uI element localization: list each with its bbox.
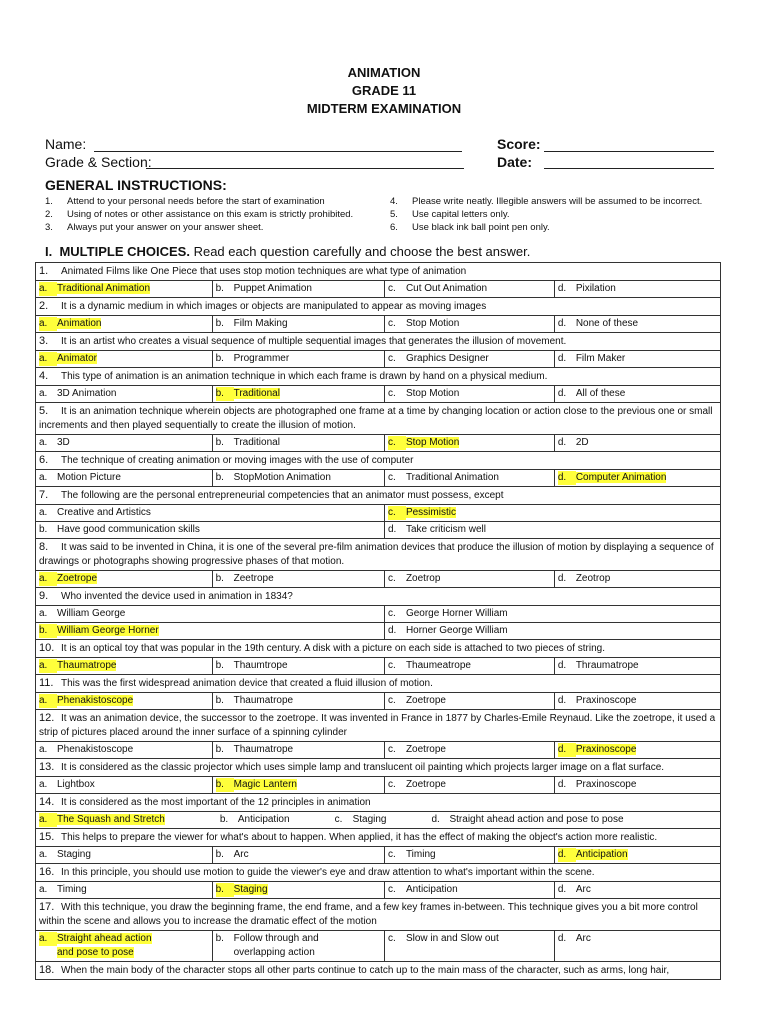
question-row [36, 588, 721, 606]
question-text: 15. This helps to prepare the viewer for what's about to happen. When applied, it has the effect of making the object's action more realistic. [36, 829, 721, 847]
answer-option[interactable]: a. Timing [36, 882, 213, 899]
answer-option[interactable]: a. William George [36, 606, 385, 623]
answer-option[interactable]: a. Animation [36, 316, 213, 333]
grade-section-label: Grade & Section: [45, 154, 152, 170]
question-row [36, 640, 721, 658]
answer-option[interactable]: c. Graphics Designer [384, 351, 554, 368]
answer-option[interactable]: d. Thraumatrope [554, 658, 720, 675]
answer-option[interactable]: a. Motion Picture [36, 470, 213, 487]
answer-option[interactable]: b. William George Horner [36, 623, 385, 640]
answer-option[interactable]: c. Anticipation [384, 882, 554, 899]
answer-option[interactable]: d. Arc [554, 931, 720, 962]
answer-option[interactable]: d. None of these [554, 316, 720, 333]
answer-option[interactable]: d. Film Maker [554, 351, 720, 368]
question-text: 2. It is a dynamic medium in which images or objects are manipulated to appear as moving images [36, 298, 721, 316]
options-row [36, 435, 721, 452]
question-row [36, 263, 721, 281]
answer-option[interactable]: c. Thaumeatrope [384, 658, 554, 675]
question-text: 7. The following are the personal entrepreneurial competencies that an animator must possess, except [36, 487, 721, 505]
answer-option[interactable]: b. Traditional [212, 386, 384, 403]
answer-option[interactable]: b. Thaumatrope [212, 742, 384, 759]
question-row [36, 403, 721, 435]
question-row [36, 962, 721, 980]
answer-option[interactable]: b. Film Making [212, 316, 384, 333]
answer-option[interactable]: b. Traditional [212, 435, 384, 452]
options-row [36, 693, 721, 710]
question-row [36, 333, 721, 351]
answer-option[interactable]: d. Computer Animation [554, 470, 720, 487]
answer-option[interactable]: b. Thaumatrope [212, 693, 384, 710]
exam-grade: GRADE 11 [351, 83, 417, 98]
answer-option[interactable]: c. Zoetrop [384, 571, 554, 588]
answer-option[interactable]: d. Take criticism well [384, 522, 720, 539]
question-row [36, 864, 721, 882]
answer-option[interactable]: a. Phenakistoscope [36, 693, 213, 710]
options-row [36, 847, 721, 864]
name-label: Name: [45, 136, 87, 152]
answer-option[interactable]: b. Arc [212, 847, 384, 864]
question-row [36, 452, 721, 470]
answer-option[interactable]: a. Staging [36, 847, 213, 864]
question-text: 5. It is an animation technique wherein objects are photographed one frame at a time by changing location or action close to the previous one or small increments and then played sequentially to create the illusion of motion. [36, 403, 721, 435]
answer-option[interactable]: a. Phenakistoscope [36, 742, 213, 759]
answer-option[interactable]: b. Programmer [212, 351, 384, 368]
answer-option[interactable]: a. Zoetrope [36, 571, 213, 588]
question-text: 18. When the main body of the character stops all other parts continue to catch up to the main mass of the character, such as arms, long hair, [36, 962, 721, 980]
question-text: 10. It is an optical toy that was popular in the 19th century. A disk with a picture on each side is attached to two pieces of string. [36, 640, 721, 658]
options-row [36, 658, 721, 675]
date-line[interactable] [544, 168, 714, 169]
score-line[interactable] [544, 151, 714, 152]
answer-option[interactable]: b. Magic Lantern [212, 777, 384, 794]
answer-option[interactable]: d. All of these [554, 386, 720, 403]
answer-option[interactable]: a. Creative and Artistics [36, 505, 385, 522]
answer-option[interactable]: c. Stop Motion [384, 435, 554, 452]
answer-option[interactable]: a. Lightbox [36, 777, 213, 794]
answer-option[interactable]: a. Thaumatrope [36, 658, 213, 675]
exam-subject: ANIMATION [347, 65, 421, 80]
answer-option[interactable]: b. Have good communication skills [36, 522, 385, 539]
answer-option[interactable]: b. Staging [212, 882, 384, 899]
date-label: Date: [497, 154, 533, 170]
answer-option[interactable]: d. Praxinoscope [554, 777, 720, 794]
name-line[interactable] [94, 151, 462, 152]
answer-option[interactable]: b. Zeetrope [212, 571, 384, 588]
answer-option[interactable]: b. StopMotion Animation [212, 470, 384, 487]
question-text: 4. This type of animation is an animation technique in which each frame is drawn by hand on a physical medium. [36, 368, 721, 386]
question-text: 3. It is an artist who creates a visual sequence of multiple sequential images that generates the illusion of movement. [36, 333, 721, 351]
answer-option[interactable]: c. Zoetrope [384, 742, 554, 759]
answer-option[interactable]: c. Stop Motion [384, 316, 554, 333]
score-label: Score: [497, 136, 541, 152]
instructions-left: 1. Attend to your personal needs before the start of examination 2. Using of notes or other assistance on this exam is strictly prohibited. 3. Always put your answer on your answer sheet. [45, 196, 354, 233]
question-text: 11. This was the first widespread animation device that created a fluid illusion of motion. [36, 675, 721, 693]
answer-option[interactable]: a. 3D [36, 435, 213, 452]
question-text: 1. Animated Films like One Piece that uses stop motion techniques are what type of animation [36, 263, 721, 281]
question-row [36, 675, 721, 693]
question-text: 8. It was said to be invented in China, it is one of the several pre-film animation devices that produce the illusion of motion by displaying a sequence of drawings or photographs showing progressive phases of that motion. [36, 539, 721, 571]
answer-option[interactable]: c. Zoetrope [384, 777, 554, 794]
grade-section-line[interactable] [146, 168, 464, 169]
question-row [36, 829, 721, 847]
options-row [36, 386, 721, 403]
answer-option[interactable]: c. Timing [384, 847, 554, 864]
options-row [36, 351, 721, 368]
question-row [36, 899, 721, 931]
question-row [36, 487, 721, 505]
options-row [36, 281, 721, 298]
answer-option[interactable]: d. Arc [554, 882, 720, 899]
answer-option[interactable]: d. Praxinoscope [554, 693, 720, 710]
question-text: 6. The technique of creating animation or moving images with the use of computer [36, 452, 721, 470]
answer-option[interactable]: c. Pessimistic [384, 505, 720, 522]
answer-option[interactable]: a. Traditional Animation [36, 281, 213, 298]
question-row [36, 298, 721, 316]
answer-option[interactable]: d. Horner George William [384, 623, 720, 640]
section-heading: I. MULTIPLE CHOICES. Read each question carefully and choose the best answer. [45, 244, 531, 259]
answer-option[interactable]: d. Anticipation [554, 847, 720, 864]
options-row [36, 316, 721, 333]
options-row [36, 470, 721, 487]
answer-option[interactable]: c. Traditional Animation [384, 470, 554, 487]
answer-option[interactable]: a. Straight ahead action and pose to pose [36, 931, 213, 962]
options-row [36, 777, 721, 794]
instructions-right: 4. Please write neatly. Illegible answers will be assumed to be incorrect. 5. Use capital letters only. 6. Use black ink ball point pen only. [390, 196, 703, 233]
exam-title: MIDTERM EXAMINATION [306, 101, 462, 116]
answer-option[interactable]: a. The Squash and Stretch b. Anticipation c. Staging d. Straight ahead action and pose to pose [36, 812, 721, 829]
answer-option[interactable]: c. Zoetrope [384, 693, 554, 710]
question-text: 17. With this technique, you draw the beginning frame, the end frame, and a few key frames in-between. This technique gives you a bit more control within the scene and allows you to increase the dramatic effect of the motion [36, 899, 721, 931]
answer-option[interactable]: a. Animator [36, 351, 213, 368]
question-row [36, 710, 721, 742]
answer-option[interactable]: d. 2D [554, 435, 720, 452]
question-text: 9. Who invented the device used in animation in 1834? [36, 588, 721, 606]
answer-option[interactable]: c. Slow in and Slow out [384, 931, 554, 962]
question-table [35, 262, 721, 980]
answer-option[interactable]: d. Pixilation [554, 281, 720, 298]
answer-option[interactable]: b. Puppet Animation [212, 281, 384, 298]
question-text: 12. It was an animation device, the successor to the zoetrope. It was invented in France in 1877 by Charles-Emile Reynaud. Like the zoetrope, it used a strip of pictures placed around the inner surface of a spinning cylinder [36, 710, 721, 742]
question-row [36, 539, 721, 571]
answer-option[interactable]: b. Thaumtrope [212, 658, 384, 675]
answer-option[interactable]: c. George Horner William [384, 606, 720, 623]
question-text: 13. It is considered as the classic projector which uses simple lamp and translucent oil painting which projects larger image on a flat surface. [36, 759, 721, 777]
answer-option[interactable]: d. Zeotrop [554, 571, 720, 588]
question-text: 16. In this principle, you should use motion to guide the viewer's eye and draw attention to what's important within the scene. [36, 864, 721, 882]
answer-option[interactable]: c. Cut Out Animation [384, 281, 554, 298]
options-row [36, 742, 721, 759]
question-row [36, 794, 721, 812]
answer-option[interactable]: c. Stop Motion [384, 386, 554, 403]
answer-option[interactable]: d. Praxinoscope [554, 742, 720, 759]
question-row [36, 759, 721, 777]
options-row [36, 882, 721, 899]
question-row [36, 368, 721, 386]
options-row [36, 571, 721, 588]
answer-option[interactable]: a. 3D Animation [36, 386, 213, 403]
question-text: 14. It is considered as the most important of the 12 principles in animation [36, 794, 721, 812]
instructions-title: GENERAL INSTRUCTIONS: [45, 177, 227, 193]
answer-option[interactable]: b. Follow through and overlapping action [212, 931, 384, 962]
